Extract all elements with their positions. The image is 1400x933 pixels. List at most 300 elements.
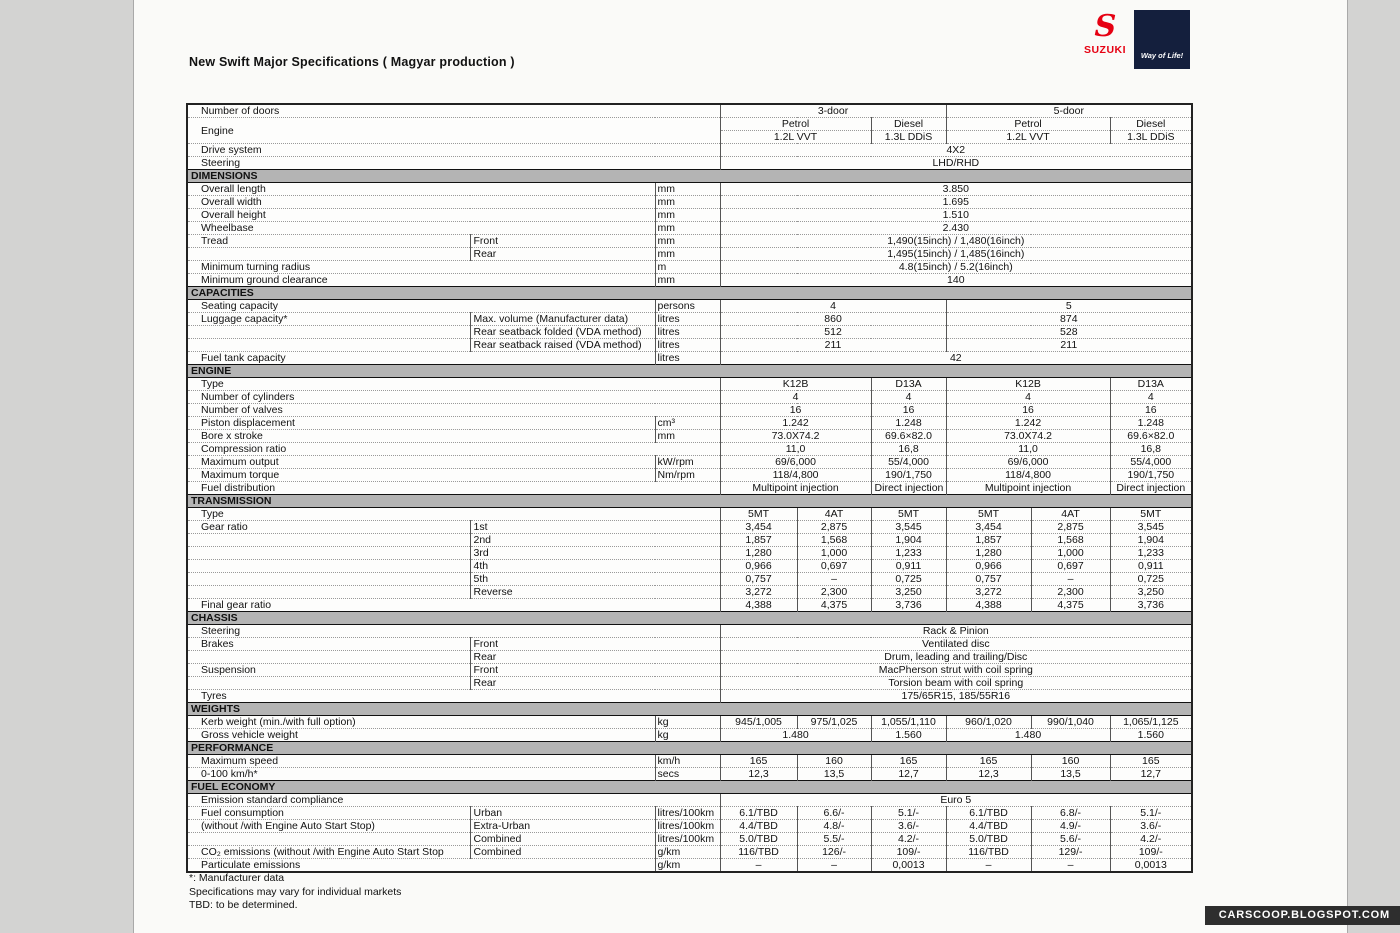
spec-value: 1,055/1,110	[871, 716, 946, 729]
spec-label: 0-100 km/h*	[187, 768, 655, 781]
spec-value: 4	[871, 391, 946, 404]
spec-value: 16,8	[1110, 443, 1192, 456]
spec-value: 11,0	[946, 443, 1110, 456]
spec-value: 1.242	[946, 417, 1110, 430]
spec-value: 4.4/TBD	[946, 820, 1031, 833]
spec-row	[187, 794, 1192, 807]
spec-value: 175/65R15, 185/55R16	[720, 690, 1192, 703]
spec-value: –	[1031, 573, 1110, 586]
spec-value: 3.850	[720, 183, 1192, 196]
spec-sublabel: Rear	[470, 248, 655, 261]
spec-value: 5.0/TBD	[720, 833, 797, 846]
spec-row	[187, 339, 1192, 352]
spec-label: Suspension	[187, 664, 470, 677]
spec-label	[187, 586, 470, 599]
spec-value: 1,857	[720, 534, 797, 547]
spec-value: –	[1031, 859, 1110, 873]
spec-value: 116/TBD	[720, 846, 797, 859]
spec-sublabel: 4th	[470, 560, 720, 573]
spec-sublabel: Reverse	[470, 586, 720, 599]
spec-sublabel: Extra-Urban	[470, 820, 655, 833]
spec-value: Petrol	[946, 118, 1110, 131]
spec-row	[187, 768, 1192, 781]
spec-label	[187, 573, 470, 586]
spec-row	[187, 157, 1192, 170]
spec-value: 12,7	[871, 768, 946, 781]
spec-label: Overall height	[187, 209, 655, 222]
spec-label: Fuel consumption	[187, 807, 470, 820]
section-row	[187, 170, 1192, 183]
spec-value: 6.1/TBD	[720, 807, 797, 820]
watermark-text: CARSCOOP.BLOGSPOT.COM	[1218, 909, 1390, 921]
unit-label: mm	[655, 209, 720, 222]
spec-value: 69.6×82.0	[871, 430, 946, 443]
spec-value: Euro 5	[720, 794, 1192, 807]
section-header: CHASSIS	[187, 612, 1192, 625]
spec-value: 1,280	[946, 547, 1031, 560]
spec-value: 4X2	[720, 144, 1192, 157]
spec-value: 3,250	[1110, 586, 1192, 599]
spec-value: 109/-	[1110, 846, 1192, 859]
spec-value: 1,233	[871, 547, 946, 560]
spec-sublabel: Rear	[470, 651, 720, 664]
spec-value: 4	[1110, 391, 1192, 404]
spec-row	[187, 573, 1192, 586]
footnote-tbd: TBD: to be determined.	[189, 899, 298, 911]
spec-label: Compression ratio	[187, 443, 720, 456]
section-header: DIMENSIONS	[187, 170, 1192, 183]
spec-value: 3.6/-	[871, 820, 946, 833]
spec-value: 0,911	[1110, 560, 1192, 573]
spec-row	[187, 534, 1192, 547]
spec-row	[187, 248, 1192, 261]
spec-value: 211	[720, 339, 946, 352]
spec-label: Steering	[187, 157, 720, 170]
spec-label	[187, 534, 470, 547]
spec-value: 16	[720, 404, 871, 417]
spec-value: 13,5	[797, 768, 871, 781]
spec-value: 0,0013	[871, 859, 946, 873]
spec-value: 16	[871, 404, 946, 417]
spec-row	[187, 482, 1192, 495]
spec-sublabel: Max. volume (Manufacturer data)	[470, 313, 655, 326]
spec-row	[187, 508, 1192, 521]
spec-row	[187, 456, 1192, 469]
section-header: PERFORMANCE	[187, 742, 1192, 755]
spec-value: D13A	[871, 378, 946, 391]
unit-label: g/km	[655, 846, 720, 859]
spec-value: 1.560	[871, 729, 946, 742]
suzuki-wordmark: SUZUKI	[1083, 44, 1127, 56]
spec-value: 12,3	[720, 768, 797, 781]
spec-value: 860	[720, 313, 946, 326]
unit-label: litres	[655, 326, 720, 339]
page-title: New Swift Major Specifications ( Magyar production )	[189, 55, 515, 69]
spec-value: 4.4/TBD	[720, 820, 797, 833]
spec-label: (without /with Engine Auto Start Stop)	[187, 820, 470, 833]
spec-value: 1.2L VVT	[720, 131, 871, 144]
spec-value: 3,272	[946, 586, 1031, 599]
section-header: WEIGHTS	[187, 703, 1192, 716]
spec-sublabel: Rear	[470, 677, 720, 690]
spec-label: Minimum turning radius	[187, 261, 655, 274]
spec-value: 2.430	[720, 222, 1192, 235]
spec-value: 55/4,000	[1110, 456, 1192, 469]
spec-label: Drive system	[187, 144, 720, 157]
unit-label: persons	[655, 300, 720, 313]
spec-row	[187, 118, 1192, 131]
spec-value: 5.1/-	[871, 807, 946, 820]
spec-value: 1,568	[797, 534, 871, 547]
spec-value: 4,375	[1031, 599, 1110, 612]
spec-row	[187, 417, 1192, 430]
spec-label: Luggage capacity*	[187, 313, 470, 326]
spec-row	[187, 560, 1192, 573]
spec-value: 13,5	[1031, 768, 1110, 781]
spec-row	[187, 547, 1192, 560]
spec-value: –	[797, 573, 871, 586]
section-header: ENGINE	[187, 365, 1192, 378]
footnote-markets: Specifications may vary for individual markets	[189, 885, 402, 898]
spec-row	[187, 638, 1192, 651]
spec-row	[187, 274, 1192, 287]
spec-label: Type	[187, 378, 720, 391]
spec-label: Maximum speed	[187, 755, 655, 768]
spec-value: 1.248	[1110, 417, 1192, 430]
spec-value: 2,875	[1031, 521, 1110, 534]
spec-label: Number of valves	[187, 404, 720, 417]
spec-label	[187, 339, 470, 352]
spec-label	[187, 651, 470, 664]
footnotes	[189, 872, 401, 913]
spec-value: 5MT	[1110, 508, 1192, 521]
spec-row	[187, 729, 1192, 742]
suzuki-logo	[1080, 9, 1130, 56]
section-row	[187, 742, 1192, 755]
suzuki-s-icon: S	[1090, 9, 1120, 44]
spec-value: 5MT	[720, 508, 797, 521]
spec-value: 5-door	[946, 104, 1192, 118]
spec-value: 69/6,000	[720, 456, 871, 469]
spec-row	[187, 820, 1192, 833]
spec-value: 3,545	[871, 521, 946, 534]
spec-label	[187, 326, 470, 339]
spec-value: 5.6/-	[1031, 833, 1110, 846]
spec-value: K12B	[720, 378, 871, 391]
unit-label: km/h	[655, 755, 720, 768]
spec-value: 1.242	[720, 417, 871, 430]
spec-value: 165	[720, 755, 797, 768]
spec-value: 1.695	[720, 196, 1192, 209]
spec-row	[187, 391, 1192, 404]
spec-label: Final gear ratio	[187, 599, 720, 612]
spec-value: 1,280	[720, 547, 797, 560]
spec-row	[187, 326, 1192, 339]
spec-value: 129/-	[1031, 846, 1110, 859]
spec-row	[187, 833, 1192, 846]
spec-value: 1,568	[1031, 534, 1110, 547]
spec-value: 0,725	[871, 573, 946, 586]
spec-value: 6.8/-	[1031, 807, 1110, 820]
spec-value: 1.560	[1110, 729, 1192, 742]
spec-value: Direct injection	[871, 482, 946, 495]
unit-label: mm	[655, 430, 720, 443]
unit-label: cm³	[655, 417, 720, 430]
spec-value: 6.1/TBD	[946, 807, 1031, 820]
spec-value: 1.510	[720, 209, 1192, 222]
spec-label: Fuel distribution	[187, 482, 720, 495]
spec-label: Kerb weight (min./with full option)	[187, 716, 655, 729]
spec-row	[187, 469, 1192, 482]
spec-sublabel: Front	[470, 664, 720, 677]
spec-row	[187, 599, 1192, 612]
spec-label: Gear ratio	[187, 521, 470, 534]
spec-label: Minimum ground clearance	[187, 274, 655, 287]
spec-value: 4	[946, 391, 1110, 404]
spec-row	[187, 664, 1192, 677]
spec-value: 5.0/TBD	[946, 833, 1031, 846]
spec-value: Diesel	[1110, 118, 1192, 131]
spec-value: 4,375	[797, 599, 871, 612]
slogan-text: Way of Life!	[1140, 51, 1184, 60]
spec-value: 5	[946, 300, 1192, 313]
spec-value: 3,454	[946, 521, 1031, 534]
unit-label: kW/rpm	[655, 456, 720, 469]
spec-label: Tread	[187, 235, 470, 248]
spec-value: 160	[1031, 755, 1110, 768]
spec-value: 160	[797, 755, 871, 768]
spec-value: 190/1,750	[871, 469, 946, 482]
spec-sublabel: Urban	[470, 807, 655, 820]
spec-row	[187, 625, 1192, 638]
spec-value: 4.2/-	[871, 833, 946, 846]
unit-label: litres	[655, 339, 720, 352]
spec-sublabel: Front	[470, 235, 655, 248]
unit-label: kg	[655, 716, 720, 729]
spec-value: 190/1,750	[1110, 469, 1192, 482]
spec-label: Steering	[187, 625, 720, 638]
spec-row	[187, 677, 1192, 690]
spec-value: MacPherson strut with coil spring	[720, 664, 1192, 677]
spec-value: Ventilated disc	[720, 638, 1192, 651]
watermark	[1205, 906, 1400, 925]
spec-row	[187, 196, 1192, 209]
unit-label: mm	[655, 248, 720, 261]
spec-row	[187, 261, 1192, 274]
spec-value: 4AT	[797, 508, 871, 521]
spec-value: 118/4,800	[720, 469, 871, 482]
unit-label: litres/100km	[655, 820, 720, 833]
unit-label: litres	[655, 352, 720, 365]
spec-row	[187, 404, 1192, 417]
spec-row	[187, 859, 1192, 873]
way-of-life-badge	[1134, 10, 1190, 69]
unit-label: litres/100km	[655, 807, 720, 820]
spec-sublabel: Rear seatback folded (VDA method)	[470, 326, 655, 339]
document-page	[133, 0, 1348, 933]
spec-label: Engine	[187, 118, 720, 144]
spec-value: 1.480	[720, 729, 871, 742]
spec-value: Direct injection	[1110, 482, 1192, 495]
spec-row	[187, 222, 1192, 235]
spec-value: 4	[720, 391, 871, 404]
spec-value: 5MT	[871, 508, 946, 521]
section-row	[187, 781, 1192, 794]
footnote-manufacturer: *: Manufacturer data	[189, 872, 285, 884]
unit-label: mm	[655, 235, 720, 248]
spec-row	[187, 144, 1192, 157]
spec-value: Torsion beam with coil spring	[720, 677, 1192, 690]
spec-row	[187, 183, 1192, 196]
spec-value: 3-door	[720, 104, 946, 118]
spec-value: 0,697	[797, 560, 871, 573]
spec-label: Tyres	[187, 690, 720, 703]
spec-label	[187, 677, 470, 690]
spec-value: 4.2/-	[1110, 833, 1192, 846]
spec-row	[187, 430, 1192, 443]
spec-value: 69.6×82.0	[1110, 430, 1192, 443]
spec-value: 5.1/-	[1110, 807, 1192, 820]
spec-label: Number of cylinders	[187, 391, 720, 404]
spec-value: 16	[1110, 404, 1192, 417]
spec-value: Petrol	[720, 118, 871, 131]
spec-sublabel: 1st	[470, 521, 720, 534]
spec-label: Brakes	[187, 638, 470, 651]
spec-row	[187, 313, 1192, 326]
spec-value: Diesel	[871, 118, 946, 131]
spec-label: CO₂ emissions (without /with Engine Auto Start Stop	[187, 846, 470, 859]
unit-label: mm	[655, 183, 720, 196]
spec-label	[187, 248, 470, 261]
spec-value: K12B	[946, 378, 1110, 391]
spec-row	[187, 209, 1192, 222]
spec-value: 16	[946, 404, 1110, 417]
spec-row	[187, 521, 1192, 534]
spec-value: 1.248	[871, 417, 946, 430]
spec-value: 165	[1110, 755, 1192, 768]
spec-value: 73.0X74.2	[720, 430, 871, 443]
spec-label: Gross vehicle weight	[187, 729, 655, 742]
spec-label: Overall width	[187, 196, 655, 209]
section-header: TRANSMISSION	[187, 495, 1192, 508]
spec-label: Fuel tank capacity	[187, 352, 655, 365]
spec-value: 1,000	[797, 547, 871, 560]
spec-row	[187, 690, 1192, 703]
spec-value: 69/6,000	[946, 456, 1110, 469]
spec-label: Number of doors	[187, 104, 720, 118]
spec-value: 0,725	[1110, 573, 1192, 586]
spec-sublabel: Combined	[470, 833, 655, 846]
spec-value: Drum, leading and trailing/Disc	[720, 651, 1192, 664]
spec-value: 960/1,020	[946, 716, 1031, 729]
spec-value: 0,966	[946, 560, 1031, 573]
spec-label: Particulate emissions	[187, 859, 655, 873]
spec-row	[187, 378, 1192, 391]
spec-value: 1.3L DDiS	[1110, 131, 1192, 144]
spec-value: 2,300	[797, 586, 871, 599]
spec-table-body	[187, 104, 1192, 872]
spec-value: Multipoint injection	[720, 482, 871, 495]
section-row	[187, 365, 1192, 378]
spec-value: 4	[720, 300, 946, 313]
spec-row	[187, 300, 1192, 313]
spec-label: Maximum torque	[187, 469, 655, 482]
spec-value: 16,8	[871, 443, 946, 456]
spec-sublabel: Combined	[470, 846, 655, 859]
unit-label: litres	[655, 313, 720, 326]
spec-value: 116/TBD	[946, 846, 1031, 859]
spec-value: 1,233	[1110, 547, 1192, 560]
spec-value: 3,454	[720, 521, 797, 534]
unit-label: mm	[655, 222, 720, 235]
section-header: CAPACITIES	[187, 287, 1192, 300]
spec-value: 12,7	[1110, 768, 1192, 781]
spec-row	[187, 807, 1192, 820]
spec-value: 0,911	[871, 560, 946, 573]
spec-label	[187, 560, 470, 573]
spec-value: 1,000	[1031, 547, 1110, 560]
spec-sublabel: Front	[470, 638, 720, 651]
spec-value: 3,272	[720, 586, 797, 599]
spec-label: Type	[187, 508, 720, 521]
spec-value: 0,757	[720, 573, 797, 586]
spec-value: 1,857	[946, 534, 1031, 547]
section-row	[187, 612, 1192, 625]
spec-sublabel: Rear seatback raised (VDA method)	[470, 339, 655, 352]
spec-value: 528	[946, 326, 1192, 339]
spec-label	[187, 833, 470, 846]
spec-value: 0,757	[946, 573, 1031, 586]
spec-value: 3,736	[871, 599, 946, 612]
spec-label: Bore x stroke	[187, 430, 655, 443]
spec-value: 1,495(15inch) / 1,485(16inch)	[720, 248, 1192, 261]
spec-value: 3,545	[1110, 521, 1192, 534]
spec-table	[186, 103, 1193, 873]
spec-value: 3,250	[871, 586, 946, 599]
spec-value: 874	[946, 313, 1192, 326]
spec-row	[187, 352, 1192, 365]
spec-value: –	[720, 859, 797, 873]
spec-row	[187, 443, 1192, 456]
spec-value: 1,065/1,125	[1110, 716, 1192, 729]
spec-value: 1,490(15inch) / 1,480(16inch)	[720, 235, 1192, 248]
unit-label: mm	[655, 274, 720, 287]
spec-row	[187, 586, 1192, 599]
spec-row	[187, 846, 1192, 859]
spec-value: 211	[946, 339, 1192, 352]
unit-label: mm	[655, 196, 720, 209]
spec-value: 1,904	[1110, 534, 1192, 547]
spec-value: 5.5/-	[797, 833, 871, 846]
spec-value: Multipoint injection	[946, 482, 1110, 495]
section-row	[187, 495, 1192, 508]
spec-value: 1.480	[946, 729, 1110, 742]
section-row	[187, 287, 1192, 300]
spec-value: 1.2L VVT	[946, 131, 1110, 144]
section-row	[187, 703, 1192, 716]
spec-row	[187, 651, 1192, 664]
spec-label	[187, 547, 470, 560]
spec-value: 42	[720, 352, 1192, 365]
spec-value: 4.8/-	[797, 820, 871, 833]
unit-label: secs	[655, 768, 720, 781]
spec-sublabel: 5th	[470, 573, 720, 586]
spec-value: D13A	[1110, 378, 1192, 391]
spec-label: Emission standard compliance	[187, 794, 720, 807]
spec-value: 945/1,005	[720, 716, 797, 729]
spec-value: 4,388	[946, 599, 1031, 612]
spec-row	[187, 104, 1192, 118]
